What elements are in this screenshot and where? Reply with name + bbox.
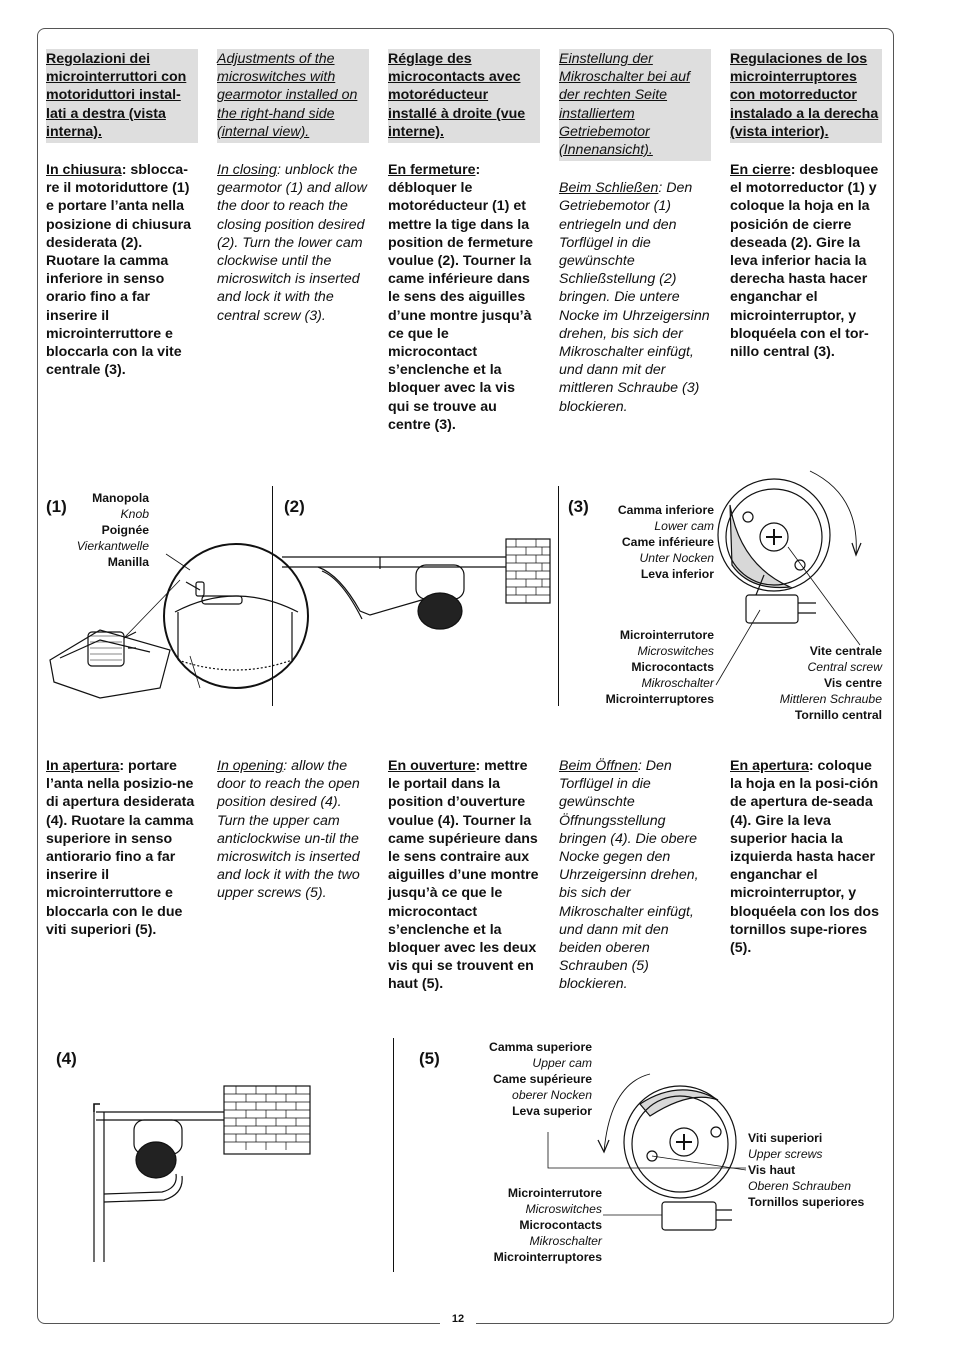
label-knob: Knob (120, 507, 149, 521)
label-microinterrutore: Microinterrutore (619, 628, 714, 642)
figure-4-number: (4) (56, 1049, 77, 1068)
column-es-closing (730, 49, 882, 379)
label-camma-inferiore: Camma inferiore (617, 503, 714, 517)
heading-fr: Réglage des microcontacts avec motoréducteur installé à droite (vue interne). (388, 49, 540, 143)
label-manilla: Manilla (107, 555, 149, 569)
page-number: 12 (440, 1313, 476, 1325)
figure-1-drawing (40, 520, 280, 710)
figure-3-cam-labels (600, 502, 714, 582)
lead-fr-opening: En ouverture (388, 758, 476, 774)
label-tornillos-superiores: Tornillos superiores (748, 1195, 865, 1209)
lead-it-opening: In apertura (46, 758, 120, 774)
column-de-opening (559, 757, 711, 1012)
lead-fr: En fermeture (388, 162, 476, 179)
label-microinterrutore-5: Microinterrutore (507, 1186, 602, 1200)
figure-3-switch-labels (580, 627, 714, 707)
label-camma-superiore: Camma superiore (489, 1040, 592, 1054)
heading-it: Regolazioni dei microinterruttori con motoriduttori instal-lati a destra (vista interna). (46, 49, 198, 143)
body-de: : Den Getriebemotor (1) entriegeln und den Torflügel in die gewünschte Schließstellung (2) bringen. Die untere Nocke im Uhrzeigersinn drehen, bis sich der Mikroschalter einfügt, und dann mit der mittleren Schraube (3) blockieren. (559, 180, 710, 415)
column-fr-closing (388, 49, 540, 452)
label-tornillo-central: Tornillo central (794, 708, 882, 722)
figure-3-drawing (700, 465, 870, 695)
column-en-closing (217, 49, 369, 343)
body-en-opening: : allow the door to reach the open position desired (4). Turn the upper cam anticlockwise un-til the microswitch is inserted and lock it with the two upper screws (5). (217, 758, 360, 902)
heading-en: Adjustments of the microswitches with gearmotor installed on the right-hand side (internal view). (217, 49, 369, 143)
label-microswitches-5: Microswitches (525, 1202, 602, 1216)
lead-de: Beim Schließen (559, 180, 659, 197)
heading-es: Regulaciones de los microinterruptores con motorreductor instalado a la derecha (vista interior). (730, 49, 882, 143)
body-it-opening: : portare l’anta nella posizio-ne di apertura desiderata (4). Ruotare la camma superiore in senso antiorario fino a far inserire il microinterruttore e bloccarla con le due viti superiori (5). (46, 758, 195, 938)
label-microinterruptores-5: Microinterruptores (493, 1250, 602, 1264)
label-mikroschalter-5: Mikroschalter (529, 1234, 602, 1248)
label-viti-superiori: Viti superiori (748, 1131, 823, 1145)
column-es-opening (730, 757, 882, 975)
body-it: : sblocca-re il motoriduttore (1) e portare l’anta nella posizione di chiusura desiderata (2). Ruotare la camma inferiore in senso orario fino a far inserire il microinterruttore e bloccarla con la vite centrale (3). (46, 162, 192, 379)
label-upper-screws: Upper screws (748, 1147, 823, 1161)
column-fr-opening (388, 757, 540, 1012)
lead-en: In closing (217, 162, 277, 179)
lead-en-opening: In opening (217, 758, 284, 774)
label-microcontacts: Microcontacts (631, 660, 714, 674)
label-upper-cam: Upper cam (532, 1056, 592, 1070)
label-mittleren-schraube: Mittleren Schraube (779, 692, 882, 706)
label-lower-cam: Lower cam (654, 519, 714, 533)
label-microswitches: Microswitches (637, 644, 714, 658)
lead-it: In chiusura (46, 162, 122, 179)
column-it-opening (46, 757, 198, 957)
lead-es-opening: En apertura (730, 758, 809, 774)
label-mikroschalter: Mikroschalter (641, 676, 714, 690)
label-microinterruptores: Microinterruptores (605, 692, 714, 706)
label-unter-nocken: Unter Nocken (639, 551, 714, 565)
label-vierkantwelle: Vierkantwelle (76, 539, 149, 553)
figure-4-drawing (88, 1082, 318, 1272)
figure-5-drawing (540, 1070, 750, 1240)
label-came-inferieure: Came inférieure (621, 535, 714, 549)
label-microcontacts-5: Microcontacts (519, 1218, 602, 1232)
label-vite-centrale: Vite centrale (809, 644, 882, 658)
body-es: : desbloquee el motorreductor (1) y coloque la hoja en la posición de cierre deseada (2). Gire la leva inferior hacia la derecha hasta hacer enganchar el microinterruptor, y bloquéela con el tor-nillo central (3). (730, 162, 879, 361)
label-leva-superior: Leva superior (512, 1104, 592, 1118)
label-oberen-schrauben: Oberen Schrauben (748, 1179, 851, 1193)
figure-3-number: (3) (568, 497, 589, 516)
lead-es: En cierre (730, 162, 791, 179)
label-came-superieure: Came supérieure (493, 1072, 592, 1086)
label-oberer-nocken: oberer Nocken (512, 1088, 592, 1102)
label-poignee: Poignée (101, 523, 149, 537)
heading-de: Einstellung der Mikroschalter bei auf der rechten Seite installiertem Getriebemotor (Innenansicht). (559, 49, 711, 161)
figure-1-number: (1) (46, 497, 67, 516)
body-en: : unblock the gearmotor (1) and allow the door to reach the closing position desired (2). Turn the lower cam clockwise until the microswitch is inserted and lock it with the central screw (3). (217, 162, 367, 324)
label-central-screw: Central screw (807, 660, 882, 674)
column-it-closing (46, 49, 198, 397)
figure-2-drawing (280, 535, 555, 635)
lead-de-opening: Beim Öffnen (559, 758, 638, 774)
label-manopola: Manopola (92, 491, 149, 505)
figure-5-number: (5) (419, 1049, 440, 1068)
label-leva-inferior: Leva inferior (640, 567, 714, 581)
figure-2-number: (2) (284, 497, 305, 516)
divider (393, 1038, 394, 1272)
column-de-closing (559, 49, 711, 434)
figure-5-screw-labels (748, 1130, 883, 1210)
body-es-opening: : coloque la hoja en la posi-ción de apertura de-seada (4). Gire la leva superior hacia la izquierda hasta hacer enganchar el microinterruptor, y bloquéela con los dos tornillos supe-riores (5). (730, 758, 879, 957)
divider (558, 486, 559, 706)
label-vis-centre: Vis centre (823, 676, 882, 690)
label-vis-haut: Vis haut (748, 1163, 796, 1177)
body-fr-opening: : mettre le portail dans la position d’ouverture voulue (4). Tourner la came supérieure dans le sens contraire aux aiguilles d’une montre jusqu’à ce que le microcontact s’enclenche et la bloquer avec les deux vis qui se trouvent en haut (5). (388, 758, 539, 993)
body-fr: : débloquer le motoréducteur (1) et mettre la tige dans la position de fermeture voulue (2). Tourner la came inférieure dans le sens des aiguilles d’une montre jusqu’à ce que le microcontact s’enclenche et la bloquer avec la vis qui se trouve au centre (3). (388, 162, 534, 433)
body-de-opening: : Den Torflügel in die gewünschte Öffnungsstellung bringen (4). Die obere Nocke gegen den Uhrzeigersinn drehen, bis sich der Mikroschalter einfügt, und dann mit den beiden oberen Schrauben (5) blockieren. (559, 758, 699, 993)
column-en-opening (217, 757, 369, 921)
